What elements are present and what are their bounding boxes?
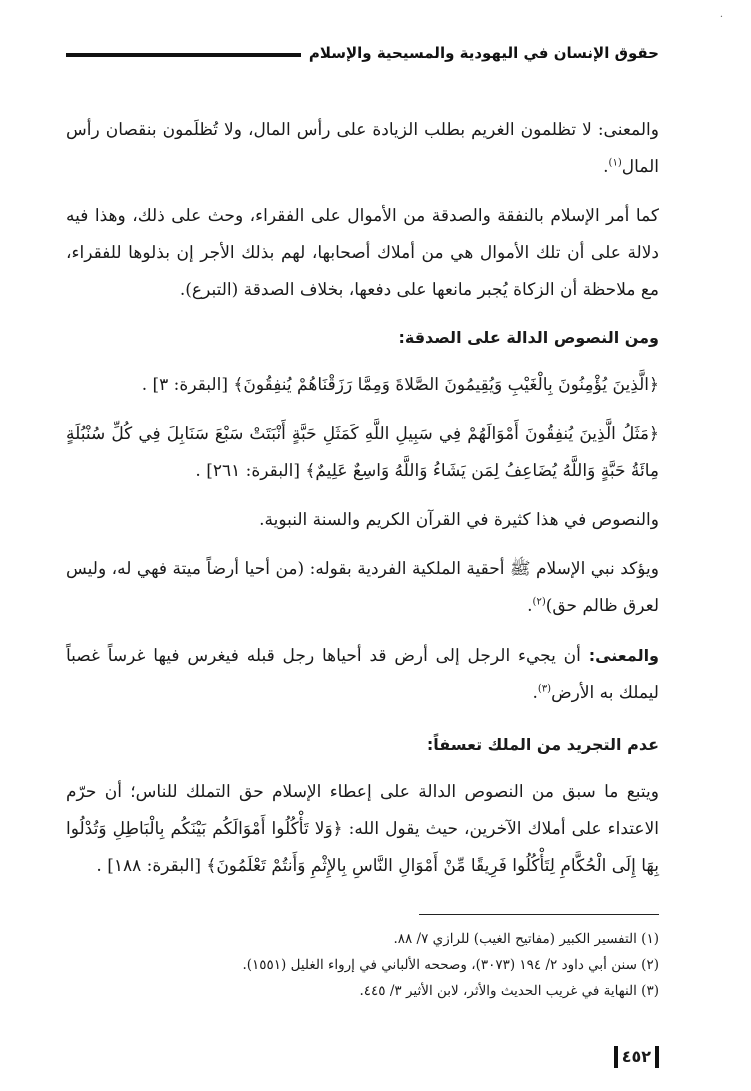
paragraph-meaning-end: . [603,157,609,177]
paragraph-hadith [66,551,659,625]
paragraph-hadith-meaning-text: أن يجيء الرجل إلى أرض قد أحياها رجل قبله فيغرس فيها غرساً غصباً ليملك به الأرض [66,646,659,703]
paragraph-meaning-text: والمعنى: لا تظلمون الغريم بطلب الزيادة على رأس المال، ولا تُظلَمون بنقصان رأس المال [66,120,659,177]
corner-mark: · [719,12,723,23]
heading-charity-texts: ومن النصوص الدالة على الصدقة: [398,328,659,347]
running-header [66,44,659,62]
footnote-separator [419,914,659,915]
header-rule [66,53,301,57]
paragraph-hadith-end: . [527,596,533,616]
quran-verse-baqarah-261: ﴿مَثَلُ الَّذِينَ يُنفِقُونَ أَمْوَالَهُمْ فِي سَبِيلِ اللَّهِ كَمَثَلِ حَبَّةٍ أَنْبَتَتْ سَبْعَ سَنَابِلَ فِي كُلِّ سُنْبُلَةٍ مِائَةُ حَبَّةٍ وَاللَّهُ يُضَاعِفُ لِمَن يَشَاءُ وَاللَّهُ وَاسِعٌ عَلِيمٌ﴾ [البقرة: ٢٦١] . [66,424,659,481]
paragraph-meaning [66,112,659,186]
quran-verse-baqarah-3: ﴿الَّذِينَ يُؤْمِنُونَ بِالْغَيْبِ وَيُقِيمُونَ الصَّلاةَ وَمِمَّا رَزَقْنَاهُمْ يُنفِقُونَ﴾ [البقرة: ٣] . [141,375,659,395]
meaning-lead: والمعنى: [588,646,659,665]
footnote-ref-1: (١) [608,157,622,169]
header-title: حقوق الإنسان في اليهودية والمسيحية والإسلام [308,44,659,62]
footnote-2: (٢) سنن أبي داود ٢/ ١٩٤ (٣٠٧٣)، وصححه الألباني في إرواء الغليل (١٥٥١). [242,957,659,973]
paragraph-charity: كما أمر الإسلام بالنفقة والصدقة من الأموال على الفقراء، وحث على ذلك، وهذا فيه دلالة على أن تلك الأموال هي من أملاك أصحابها، لهم بذلك الأجر إن بذلوها للفقراء، مع ملاحظة أن الزكاة يُجبر مانعها على دفعها، بخلاف الصدقة (التبرع). [66,206,659,300]
page-body [66,112,659,897]
paragraph-hadith-meaning [66,637,659,712]
footnote-3: (٣) النهاية في غريب الحديث والأثر، لابن الأثير ٣/ ٤٤٥. [359,983,659,999]
page-number: ٤٥٢ [614,1046,659,1068]
paragraph-many-texts: والنصوص في هذا كثيرة في القرآن الكريم والسنة النبوية. [259,510,659,530]
heading-no-deprivation: عدم التجريد من الملك تعسفاً: [426,735,659,754]
paragraph-hadith-text: ويؤكد نبي الإسلام ﷺ أحقية الملكية الفردية بقوله: (من أحيا أرضاً ميتة فهي له، وليس لعرق ظالم حق) [66,559,659,616]
paragraph-prohibition: ويتبع ما سبق من النصوص الدالة على إعطاء الإسلام حق التملك للناس؛ أن حرّم الاعتداء على أملاك الآخرين، حيث يقول الله: ﴿وَلا تَأْكُلُوا أَمْوَالَكُم بَيْنَكُم بِالْبَاطِلِ وَتُدْلُوا بِهَا إِلَى الْحُكَّامِ لِتَأْكُلُوا فَرِيقًا مِّنْ أَمْوَالِ النَّاسِ بِالإِثْمِ وَأَنتُمْ تَعْلَمُونَ﴾ [البقرة: ١٨٨] . [66,782,659,876]
footnote-ref-2: (٢) [532,596,546,608]
footnote-1: (١) التفسير الكبير (مفاتيح الغيب) للرازي ٧/ ٨٨. [393,931,659,947]
footnote-ref-3: (٣) [537,683,552,695]
footnotes [66,926,659,1004]
paragraph-hadith-meaning-end: . [532,683,538,703]
